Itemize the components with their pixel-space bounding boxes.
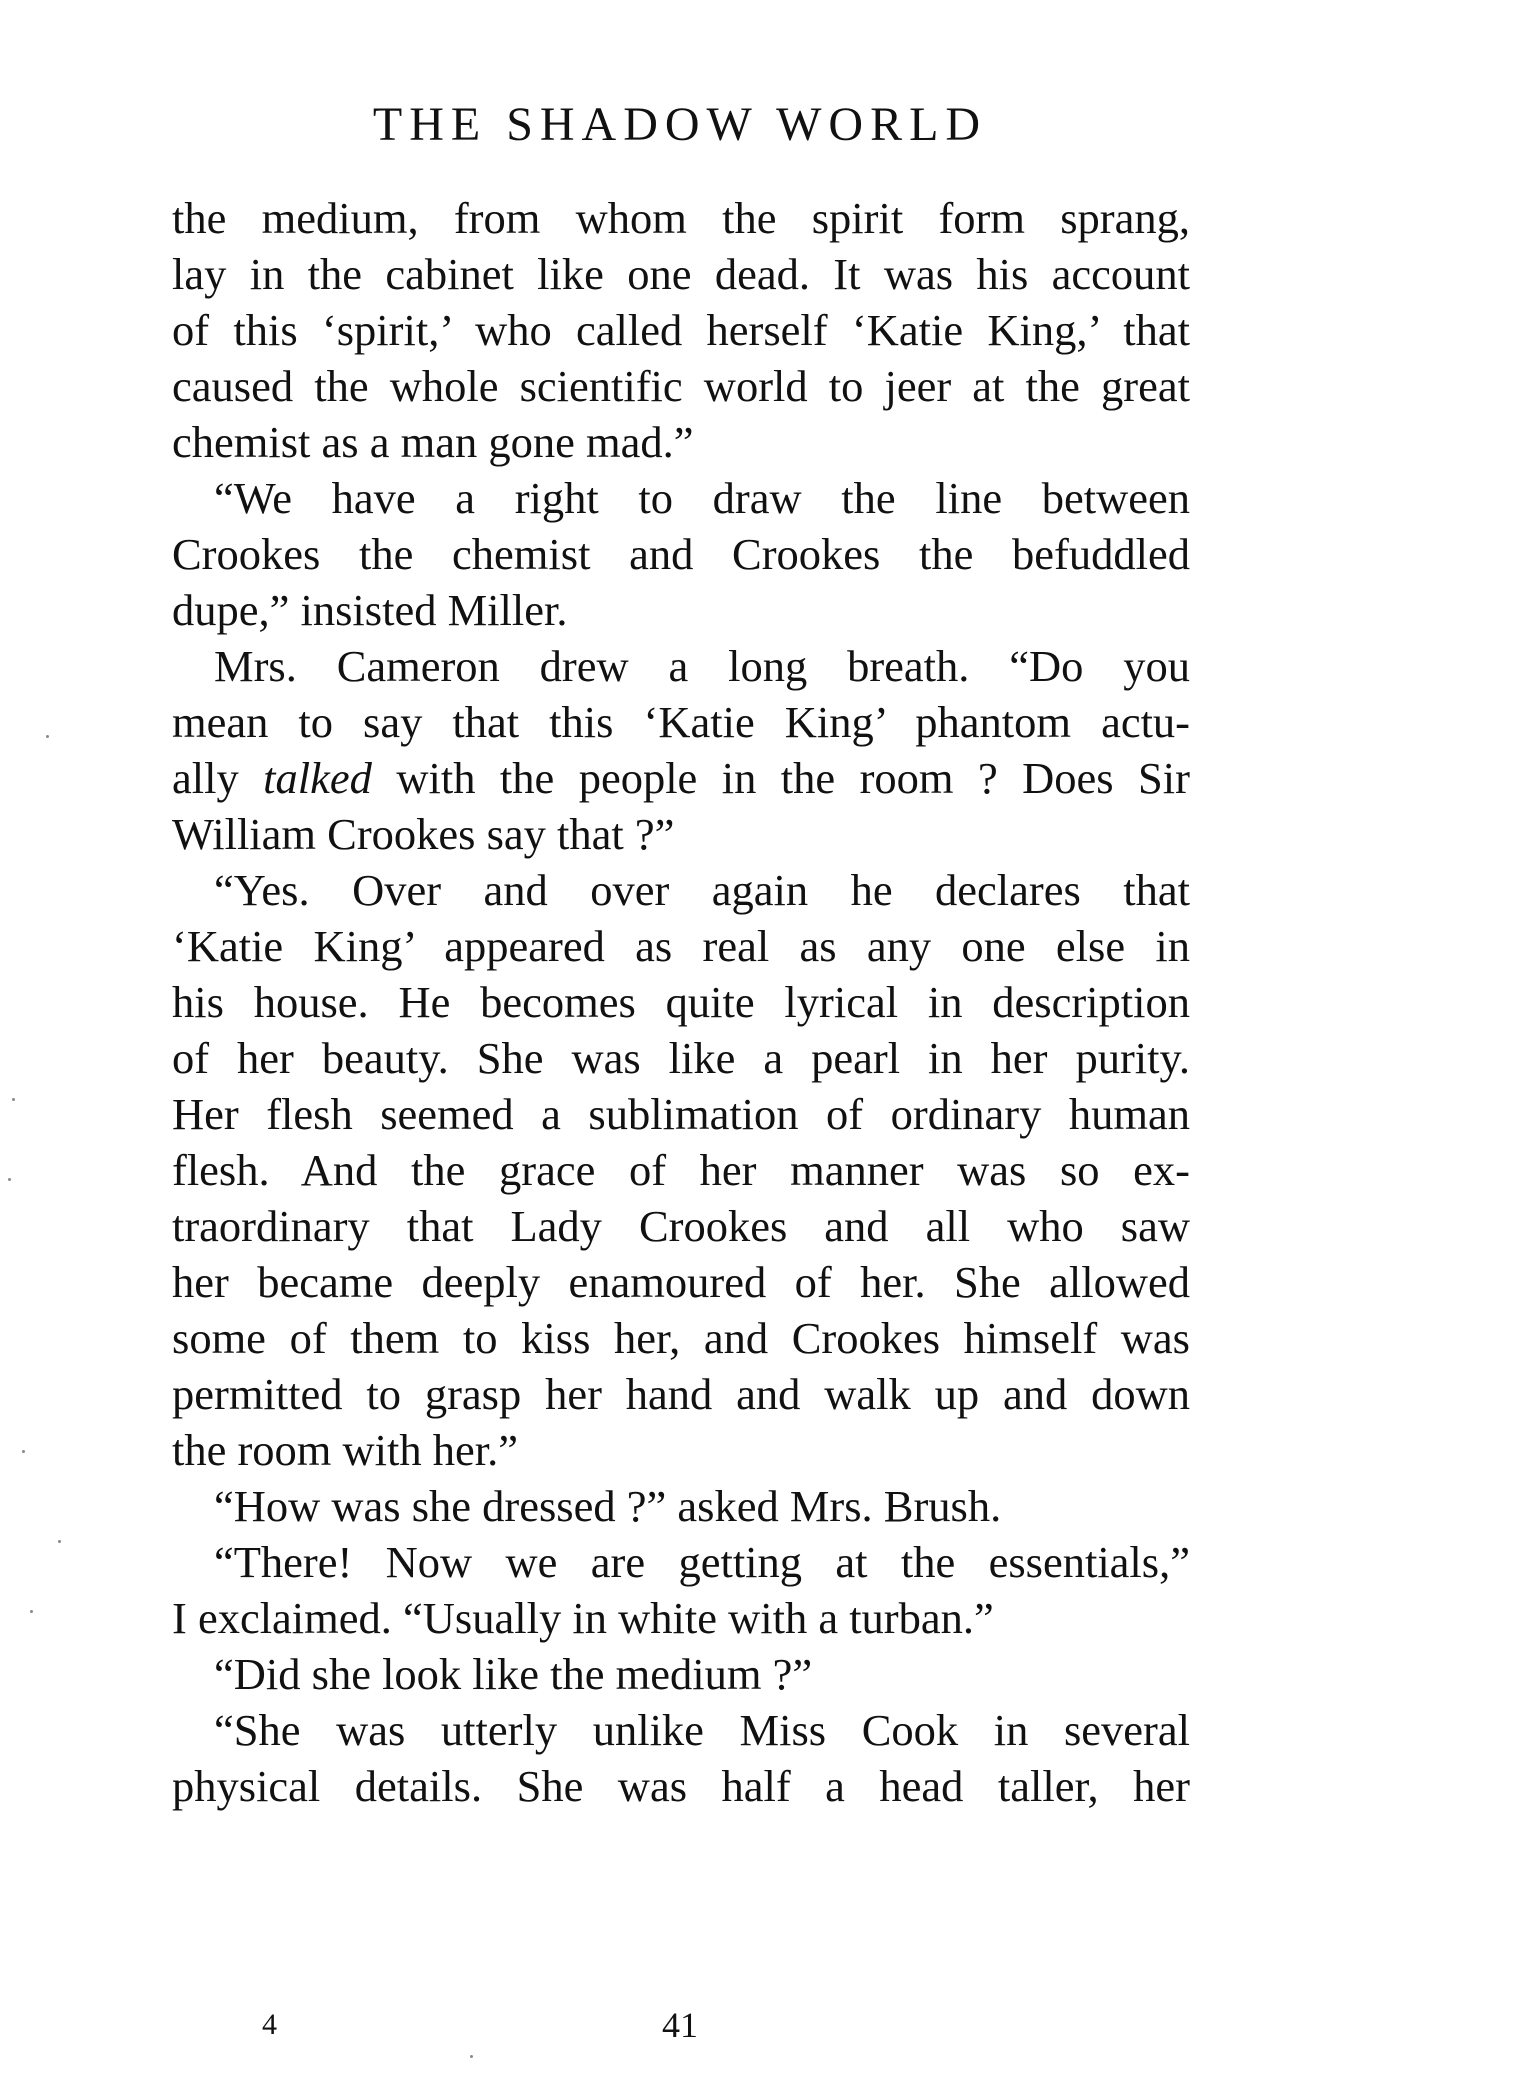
- paragraph: [172, 750, 1190, 806]
- scan-speck: [58, 1540, 61, 1543]
- text-line: Her flesh seemed a sublimation of ordinary human: [172, 1089, 1190, 1139]
- text-line: William Crookes say that ?”: [172, 809, 675, 859]
- paragraph: [172, 918, 1190, 974]
- paragraph-last-line: [172, 806, 1190, 862]
- text-line-start: ally: [172, 753, 264, 803]
- paragraph: [172, 1198, 1190, 1254]
- scan-speck: [22, 1450, 25, 1453]
- text-line: the medium, from whom the spirit form sprang,: [172, 193, 1190, 243]
- paragraph: [172, 974, 1190, 1030]
- running-header: THE SHADOW WORLD: [372, 98, 988, 151]
- paragraph: [172, 1758, 1190, 1814]
- text-line: Crookes the chemist and Crookes the befuddled: [172, 529, 1190, 579]
- page-body: [172, 190, 1190, 1814]
- paragraph: [172, 1030, 1190, 1086]
- text-line: traordinary that Lady Crookes and all who saw: [172, 1201, 1190, 1251]
- paragraph: [172, 1366, 1190, 1422]
- paragraph: [172, 1702, 1190, 1758]
- text-line: ‘Katie King’ appeared as real as any one else in: [172, 921, 1190, 971]
- text-line: “We have a right to draw the line between: [214, 473, 1190, 523]
- paragraph-last-line: [172, 582, 1190, 638]
- scan-speck: [12, 1098, 15, 1101]
- text-line: “Yes. Over and over again he declares that: [214, 865, 1190, 915]
- text-line: “How was she dressed ?” asked Mrs. Brush.: [214, 1481, 1002, 1531]
- paragraph: [172, 190, 1190, 414]
- scan-speck: [30, 1610, 33, 1613]
- text-line: physical details. She was half a head taller, her: [172, 1761, 1190, 1811]
- text-line: I exclaimed. “Usually in white with a turban.”: [172, 1593, 994, 1643]
- text-line-end: with the people in the room ? Does Sir: [371, 753, 1190, 803]
- text-line: “She was utterly unlike Miss Cook in several: [214, 1705, 1190, 1755]
- paragraph: [172, 862, 1190, 918]
- paragraph: [172, 526, 1190, 582]
- scan-speck: [46, 735, 49, 738]
- paragraph: [172, 1086, 1190, 1142]
- text-line: permitted to grasp her hand and walk up and down: [172, 1369, 1190, 1419]
- text-line: dupe,” insisted Miller.: [172, 585, 568, 635]
- paragraph-last-line: [172, 1590, 1190, 1646]
- paragraph: [172, 470, 1190, 526]
- text-line: of her beauty. She was like a pearl in her purity.: [172, 1033, 1190, 1083]
- paragraph-last-line: [172, 414, 1190, 470]
- scan-speck: [470, 2055, 473, 2058]
- emphasis: talked: [263, 753, 372, 803]
- paragraph: [172, 1646, 1190, 1702]
- scan-speck: [8, 1178, 11, 1181]
- text-line: “Did she look like the medium ?”: [214, 1649, 813, 1699]
- text-line: her became deeply enamoured of her. She allowed: [172, 1257, 1190, 1307]
- text-line: “There! Now we are getting at the essentials,”: [214, 1537, 1190, 1587]
- text-line: caused the whole scientific world to jeer at the great: [172, 361, 1190, 411]
- paragraph: [172, 1478, 1190, 1534]
- page-number: 41: [662, 2005, 698, 2045]
- text-line: the room with her.”: [172, 1425, 519, 1475]
- text-line: Mrs. Cameron drew a long breath. “Do you: [214, 641, 1190, 691]
- paragraph-last-line: [172, 1422, 1190, 1478]
- paragraph: [172, 1534, 1190, 1590]
- text-line: of this ‘spirit,’ who called herself ‘Katie King,’ that: [172, 305, 1190, 355]
- text-line: lay in the cabinet like one dead. It was his account: [172, 249, 1190, 299]
- text-line: chemist as a man gone mad.”: [172, 417, 694, 467]
- text-line: some of them to kiss her, and Crookes himself was: [172, 1313, 1190, 1363]
- signature-mark: 4: [262, 2008, 277, 2041]
- paragraph: [172, 1254, 1190, 1310]
- text-line: flesh. And the grace of her manner was so ex-: [172, 1145, 1190, 1195]
- paragraph: [172, 638, 1190, 694]
- text-line: mean to say that this ‘Katie King’ phantom actu-: [172, 697, 1190, 747]
- text-line: his house. He becomes quite lyrical in description: [172, 977, 1190, 1027]
- paragraph: [172, 1142, 1190, 1198]
- paragraph: [172, 1310, 1190, 1366]
- paragraph: [172, 694, 1190, 750]
